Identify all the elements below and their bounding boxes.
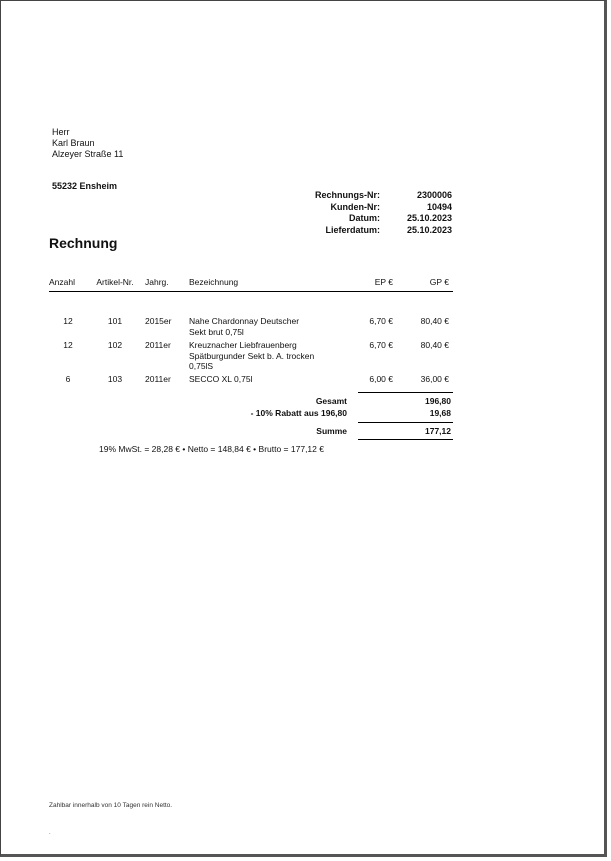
header-anzahl: Anzahl — [49, 277, 75, 287]
cell-artikel: 101 — [107, 316, 123, 326]
meta-value: 25.10.2023 — [406, 224, 452, 235]
cell-gp: 80,40 € — [420, 340, 449, 350]
address-salutation: Herr — [52, 127, 70, 137]
meta-label: Datum: — [349, 213, 380, 223]
meta-value: 25.10.2023 — [406, 213, 452, 223]
table-header — [49, 277, 453, 292]
meta-row-date — [251, 213, 452, 225]
cell-anzahl: 12 — [63, 340, 73, 350]
meta-label: Kunden-Nr: — [330, 201, 380, 212]
meta-row-delivery-date — [251, 225, 452, 237]
cell-gp: 36,00 € — [420, 374, 449, 384]
cell-anzahl: 12 — [63, 316, 73, 326]
meta-value: 2300006 — [416, 190, 452, 200]
header-jahrgang: Jahrg. — [145, 277, 169, 287]
cell-bezeichnung: Nahe Chardonnay Deutscher Sekt brut 0,75l — [189, 316, 300, 337]
total-summe — [151, 426, 453, 437]
footer-mark: . — [49, 830, 51, 836]
totals-divider — [358, 422, 453, 423]
gesamt-label: Gesamt — [315, 396, 347, 406]
payment-terms: Zahlbar innerhalb von 10 Tagen rein Netto. — [49, 802, 173, 809]
cell-gp: 80,40 € — [420, 316, 449, 326]
cell-ep: 6,70 € — [369, 316, 393, 326]
cell-artikel: 102 — [107, 340, 123, 350]
cell-anzahl: 6 — [65, 374, 71, 384]
table-row — [49, 340, 453, 372]
tax-summary: 19% MwSt. = 28,28 € • Netto = 148,84 € • Brutto = 177,12 € — [99, 444, 324, 454]
invoice-meta — [251, 190, 452, 236]
cell-jahrgang: 2015er — [145, 316, 172, 326]
meta-row-customer-number — [251, 202, 452, 214]
cell-jahrgang: 2011er — [145, 374, 171, 384]
header-gp: GP € — [429, 277, 449, 287]
rabatt-label: - 10% Rabatt aus 196,80 — [250, 408, 347, 418]
cell-ep: 6,00 € — [369, 374, 393, 384]
totals-divider — [358, 439, 453, 440]
document-title: Rechnung — [49, 235, 118, 251]
total-gesamt — [151, 396, 453, 407]
summe-value: 177,12 — [425, 426, 451, 436]
cell-ep: 6,70 € — [369, 340, 393, 350]
recipient-address — [52, 127, 123, 160]
meta-value: 10494 — [426, 201, 452, 212]
meta-label: Lieferdatum: — [325, 224, 380, 235]
total-rabatt — [151, 408, 453, 419]
totals-divider — [358, 392, 453, 393]
meta-row-invoice-number — [251, 190, 452, 202]
cell-artikel: 103 — [107, 374, 123, 384]
address-name: Karl Braun — [52, 138, 95, 148]
address-street: Alzeyer Straße 11 — [52, 149, 124, 159]
header-artikel: Artikel-Nr. — [96, 277, 134, 287]
cell-jahrgang: 2011er — [145, 340, 171, 350]
header-ep: EP € — [374, 277, 393, 287]
table-row — [49, 316, 453, 338]
cell-bezeichnung: SECCO XL 0,75l — [189, 374, 253, 384]
cell-bezeichnung: Kreuznacher Liebfrauenberg Spätburgunder Sekt b. A. trocken 0,75lS — [189, 340, 315, 371]
address-city: 55232 Ensheim — [52, 181, 118, 191]
meta-label: Rechnungs-Nr: — [315, 190, 380, 200]
table-row — [49, 374, 453, 386]
summe-label: Summe — [316, 426, 347, 436]
header-bezeichnung: Bezeichnung — [189, 277, 239, 287]
gesamt-value: 196,80 — [425, 396, 451, 406]
rabatt-value: 19,68 — [429, 408, 451, 418]
